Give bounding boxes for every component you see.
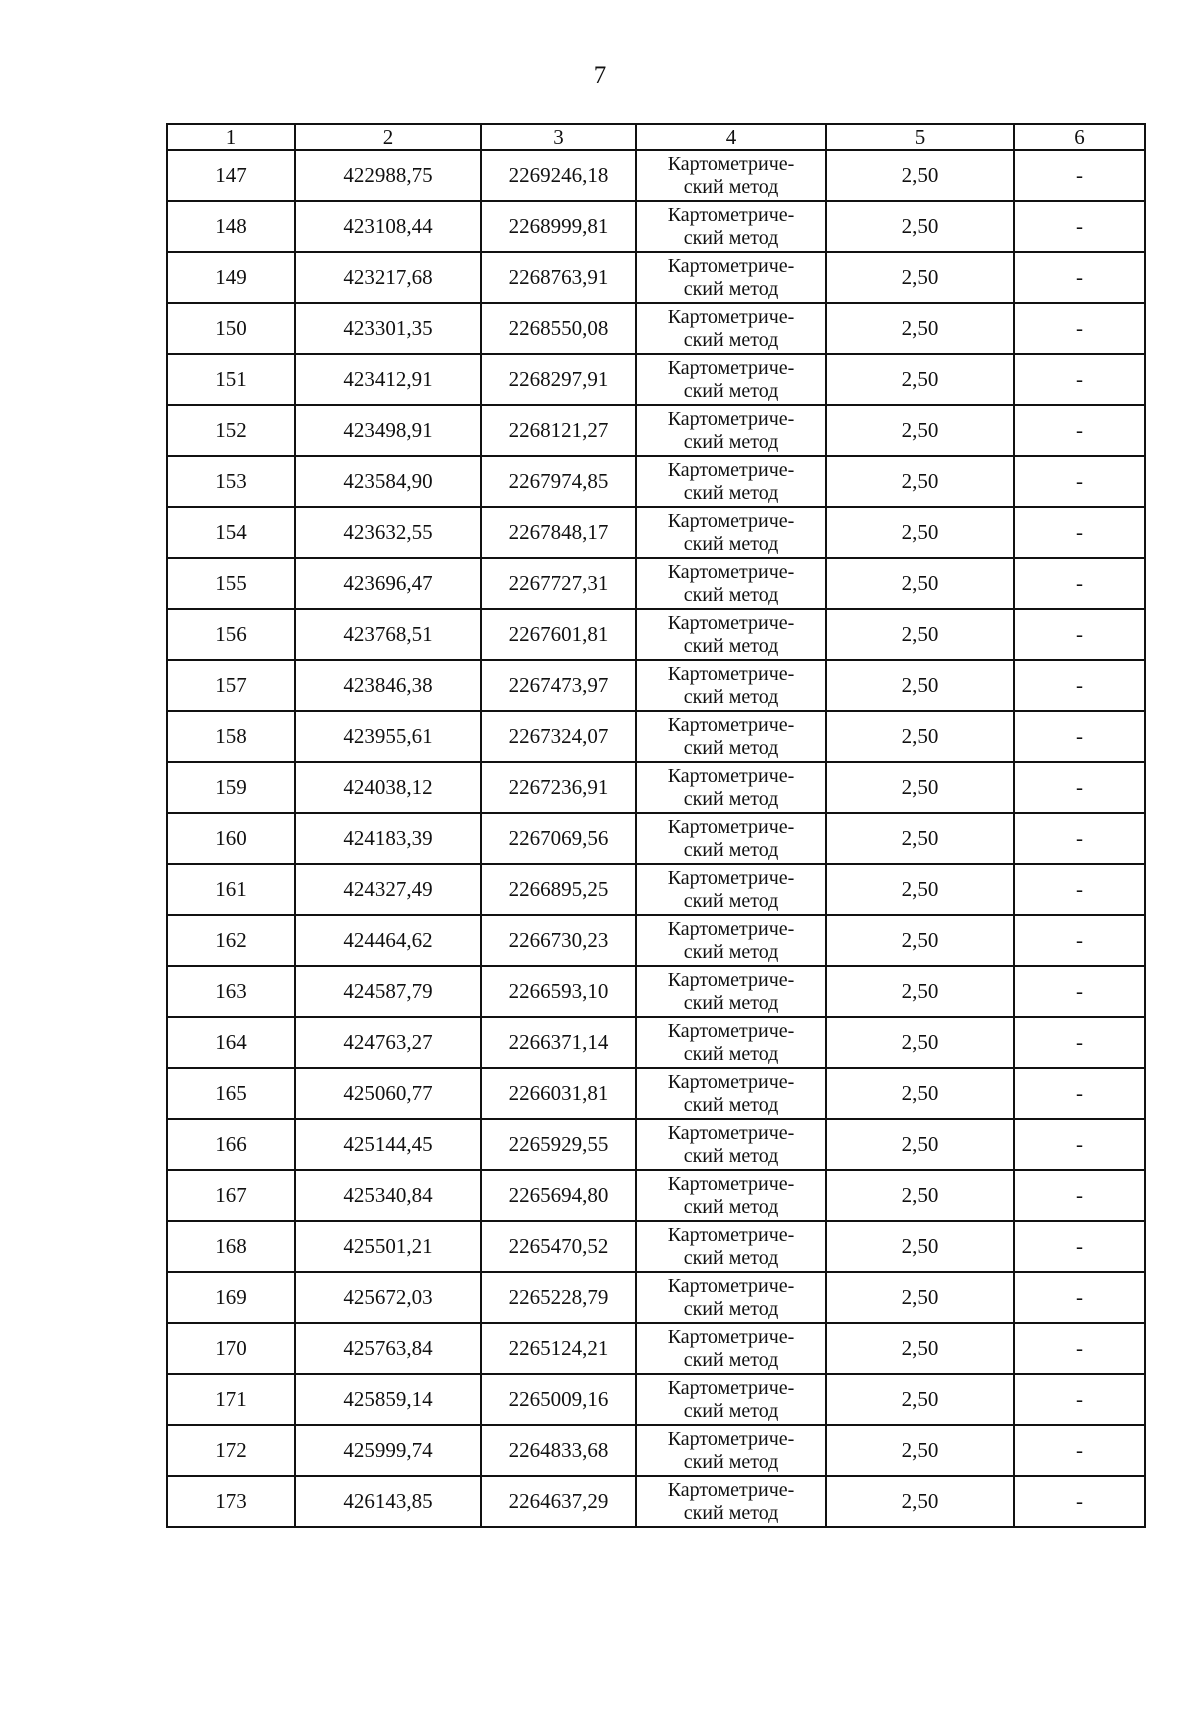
column-6-cell: -: [1014, 864, 1145, 915]
method-text-line-2: ский метод: [683, 277, 779, 300]
y-coordinate-cell: 2266593,10: [481, 966, 636, 1017]
method-text-line-2: ский метод: [683, 1297, 779, 1320]
x-coordinate-cell: 424327,49: [295, 864, 481, 915]
x-coordinate-cell: 425859,14: [295, 1374, 481, 1425]
x-coordinate-cell: 425060,77: [295, 1068, 481, 1119]
accuracy-cell: 2,50: [826, 1017, 1014, 1068]
method-cell: [636, 558, 826, 609]
point-number-cell: 147: [167, 150, 295, 201]
table-row: [167, 966, 1145, 1017]
method-text-line-2: ский метод: [683, 1501, 779, 1524]
point-number-cell: 166: [167, 1119, 295, 1170]
y-coordinate-cell: 2264833,68: [481, 1425, 636, 1476]
method-text-line-2: ский метод: [683, 889, 779, 912]
x-coordinate-cell: 423768,51: [295, 609, 481, 660]
x-coordinate-cell: 424038,12: [295, 762, 481, 813]
point-number-cell: 159: [167, 762, 295, 813]
y-coordinate-cell: 2268297,91: [481, 354, 636, 405]
column-6-cell: -: [1014, 456, 1145, 507]
column-6-cell: -: [1014, 1119, 1145, 1170]
method-cell: [636, 915, 826, 966]
x-coordinate-cell: 425340,84: [295, 1170, 481, 1221]
method-text-line-2: ский метод: [683, 940, 779, 963]
x-coordinate-cell: 423632,55: [295, 507, 481, 558]
method-text-line-2: ский метод: [683, 1093, 779, 1116]
column-6-cell: -: [1014, 762, 1145, 813]
accuracy-cell: 2,50: [826, 1221, 1014, 1272]
accuracy-cell: 2,50: [826, 660, 1014, 711]
method-text-line-2: ский метод: [683, 787, 779, 810]
method-text-line-1: Картометриче-: [667, 305, 795, 328]
y-coordinate-cell: 2267324,07: [481, 711, 636, 762]
method-cell: [636, 1017, 826, 1068]
y-coordinate-cell: 2266031,81: [481, 1068, 636, 1119]
x-coordinate-cell: 423584,90: [295, 456, 481, 507]
method-text-line-2: ский метод: [683, 532, 779, 555]
column-header-4: 4: [636, 124, 826, 150]
method-text-line-2: ский метод: [683, 1042, 779, 1065]
x-coordinate-cell: 423498,91: [295, 405, 481, 456]
method-text-line-2: ский метод: [683, 175, 779, 198]
y-coordinate-cell: 2269246,18: [481, 150, 636, 201]
method-cell: [636, 252, 826, 303]
method-text-line-1: Картометриче-: [667, 1121, 795, 1144]
table-row: [167, 1119, 1145, 1170]
y-coordinate-cell: 2265124,21: [481, 1323, 636, 1374]
method-text-line-1: Картометриче-: [667, 203, 795, 226]
y-coordinate-cell: 2265694,80: [481, 1170, 636, 1221]
table-row: [167, 813, 1145, 864]
x-coordinate-cell: 425763,84: [295, 1323, 481, 1374]
point-number-cell: 169: [167, 1272, 295, 1323]
x-coordinate-cell: 425144,45: [295, 1119, 481, 1170]
y-coordinate-cell: 2267601,81: [481, 609, 636, 660]
table-row: [167, 201, 1145, 252]
x-coordinate-cell: 425501,21: [295, 1221, 481, 1272]
accuracy-cell: 2,50: [826, 915, 1014, 966]
coordinates-table: [166, 123, 1146, 1528]
column-6-cell: -: [1014, 354, 1145, 405]
table-row: [167, 558, 1145, 609]
column-6-cell: -: [1014, 915, 1145, 966]
column-6-cell: -: [1014, 150, 1145, 201]
y-coordinate-cell: 2265009,16: [481, 1374, 636, 1425]
column-header-3: 3: [481, 124, 636, 150]
x-coordinate-cell: 423412,91: [295, 354, 481, 405]
method-text-line-1: Картометриче-: [667, 764, 795, 787]
y-coordinate-cell: 2268763,91: [481, 252, 636, 303]
method-text-line-2: ский метод: [683, 1144, 779, 1167]
y-coordinate-cell: 2265228,79: [481, 1272, 636, 1323]
table-body: [167, 150, 1145, 1527]
y-coordinate-cell: 2267473,97: [481, 660, 636, 711]
point-number-cell: 171: [167, 1374, 295, 1425]
table-row: [167, 915, 1145, 966]
method-text-line-1: Картометриче-: [667, 815, 795, 838]
point-number-cell: 168: [167, 1221, 295, 1272]
accuracy-cell: 2,50: [826, 303, 1014, 354]
table-row: [167, 1425, 1145, 1476]
method-cell: [636, 762, 826, 813]
table-row: [167, 609, 1145, 660]
table-row: [167, 762, 1145, 813]
column-6-cell: -: [1014, 1323, 1145, 1374]
method-text-line-1: Картометриче-: [667, 1070, 795, 1093]
column-6-cell: -: [1014, 303, 1145, 354]
method-cell: [636, 405, 826, 456]
y-coordinate-cell: 2265929,55: [481, 1119, 636, 1170]
accuracy-cell: 2,50: [826, 1272, 1014, 1323]
y-coordinate-cell: 2267727,31: [481, 558, 636, 609]
point-number-cell: 153: [167, 456, 295, 507]
method-cell: [636, 1170, 826, 1221]
column-6-cell: -: [1014, 1017, 1145, 1068]
x-coordinate-cell: 423301,35: [295, 303, 481, 354]
column-6-cell: -: [1014, 1221, 1145, 1272]
method-text-line-2: ский метод: [683, 583, 779, 606]
column-6-cell: -: [1014, 1374, 1145, 1425]
method-cell: [636, 354, 826, 405]
method-cell: [636, 150, 826, 201]
x-coordinate-cell: 423696,47: [295, 558, 481, 609]
point-number-cell: 167: [167, 1170, 295, 1221]
table-row: [167, 405, 1145, 456]
accuracy-cell: 2,50: [826, 864, 1014, 915]
x-coordinate-cell: 424763,27: [295, 1017, 481, 1068]
method-cell: [636, 1272, 826, 1323]
method-cell: [636, 1119, 826, 1170]
method-text-line-1: Картометриче-: [667, 968, 795, 991]
accuracy-cell: 2,50: [826, 405, 1014, 456]
accuracy-cell: 2,50: [826, 150, 1014, 201]
table-row: [167, 1476, 1145, 1527]
column-6-cell: -: [1014, 711, 1145, 762]
accuracy-cell: 2,50: [826, 1068, 1014, 1119]
point-number-cell: 149: [167, 252, 295, 303]
y-coordinate-cell: 2266895,25: [481, 864, 636, 915]
method-text-line-2: ский метод: [683, 1399, 779, 1422]
point-number-cell: 161: [167, 864, 295, 915]
method-text-line-2: ский метод: [683, 1450, 779, 1473]
method-text-line-1: Картометриче-: [667, 458, 795, 481]
method-cell: [636, 507, 826, 558]
y-coordinate-cell: 2267236,91: [481, 762, 636, 813]
x-coordinate-cell: 423108,44: [295, 201, 481, 252]
x-coordinate-cell: 425672,03: [295, 1272, 481, 1323]
point-number-cell: 150: [167, 303, 295, 354]
y-coordinate-cell: 2264637,29: [481, 1476, 636, 1527]
x-coordinate-cell: 426143,85: [295, 1476, 481, 1527]
method-text-line-1: Картометриче-: [667, 611, 795, 634]
method-text-line-1: Картометриче-: [667, 254, 795, 277]
table-row: [167, 1323, 1145, 1374]
table-row: [167, 354, 1145, 405]
method-text-line-2: ский метод: [683, 736, 779, 759]
method-text-line-2: ский метод: [683, 379, 779, 402]
method-text-line-2: ский метод: [683, 685, 779, 708]
method-text-line-1: Картометриче-: [667, 1274, 795, 1297]
x-coordinate-cell: 423846,38: [295, 660, 481, 711]
method-text-line-2: ский метод: [683, 838, 779, 861]
accuracy-cell: 2,50: [826, 507, 1014, 558]
point-number-cell: 162: [167, 915, 295, 966]
accuracy-cell: 2,50: [826, 966, 1014, 1017]
point-number-cell: 156: [167, 609, 295, 660]
method-cell: [636, 1068, 826, 1119]
y-coordinate-cell: 2267974,85: [481, 456, 636, 507]
table-row: [167, 1170, 1145, 1221]
method-text-line-1: Картометриче-: [667, 866, 795, 889]
y-coordinate-cell: 2265470,52: [481, 1221, 636, 1272]
method-cell: [636, 813, 826, 864]
point-number-cell: 154: [167, 507, 295, 558]
method-text-line-1: Картометриче-: [667, 152, 795, 175]
accuracy-cell: 2,50: [826, 1119, 1014, 1170]
table-row: [167, 711, 1145, 762]
accuracy-cell: 2,50: [826, 813, 1014, 864]
table-row: [167, 660, 1145, 711]
column-6-cell: -: [1014, 966, 1145, 1017]
method-text-line-2: ский метод: [683, 481, 779, 504]
accuracy-cell: 2,50: [826, 252, 1014, 303]
table-row: [167, 1017, 1145, 1068]
y-coordinate-cell: 2267848,17: [481, 507, 636, 558]
table-row: [167, 1221, 1145, 1272]
column-header-2: 2: [295, 124, 481, 150]
method-cell: [636, 1374, 826, 1425]
method-text-line-1: Картометриче-: [667, 1376, 795, 1399]
accuracy-cell: 2,50: [826, 354, 1014, 405]
table-row: [167, 507, 1145, 558]
method-text-line-1: Картометриче-: [667, 917, 795, 940]
point-number-cell: 164: [167, 1017, 295, 1068]
point-number-cell: 157: [167, 660, 295, 711]
method-text-line-2: ский метод: [683, 1348, 779, 1371]
method-text-line-2: ский метод: [683, 991, 779, 1014]
method-cell: [636, 1425, 826, 1476]
method-text-line-1: Картометриче-: [667, 356, 795, 379]
method-text-line-1: Картометриче-: [667, 1478, 795, 1501]
method-text-line-1: Картометриче-: [667, 407, 795, 430]
point-number-cell: 173: [167, 1476, 295, 1527]
column-header-1: 1: [167, 124, 295, 150]
method-cell: [636, 201, 826, 252]
method-cell: [636, 966, 826, 1017]
y-coordinate-cell: 2268999,81: [481, 201, 636, 252]
column-6-cell: -: [1014, 1425, 1145, 1476]
column-header-5: 5: [826, 124, 1014, 150]
method-text-line-1: Картометриче-: [667, 1427, 795, 1450]
point-number-cell: 148: [167, 201, 295, 252]
y-coordinate-cell: 2268550,08: [481, 303, 636, 354]
table-row: [167, 252, 1145, 303]
table-row: [167, 150, 1145, 201]
column-6-cell: -: [1014, 252, 1145, 303]
point-number-cell: 170: [167, 1323, 295, 1374]
table-row: [167, 864, 1145, 915]
y-coordinate-cell: 2266371,14: [481, 1017, 636, 1068]
point-number-cell: 152: [167, 405, 295, 456]
x-coordinate-cell: 424464,62: [295, 915, 481, 966]
x-coordinate-cell: 423217,68: [295, 252, 481, 303]
point-number-cell: 165: [167, 1068, 295, 1119]
method-text-line-2: ский метод: [683, 634, 779, 657]
accuracy-cell: 2,50: [826, 609, 1014, 660]
column-6-cell: -: [1014, 660, 1145, 711]
method-cell: [636, 1221, 826, 1272]
accuracy-cell: 2,50: [826, 1425, 1014, 1476]
point-number-cell: 160: [167, 813, 295, 864]
accuracy-cell: 2,50: [826, 201, 1014, 252]
page-number: 7: [593, 62, 607, 89]
method-text-line-1: Картометриче-: [667, 713, 795, 736]
accuracy-cell: 2,50: [826, 558, 1014, 609]
x-coordinate-cell: 423955,61: [295, 711, 481, 762]
method-text-line-2: ский метод: [683, 1195, 779, 1218]
method-text-line-1: Картометриче-: [667, 1172, 795, 1195]
method-cell: [636, 1323, 826, 1374]
method-text-line-1: Картометриче-: [667, 509, 795, 532]
point-number-cell: 163: [167, 966, 295, 1017]
accuracy-cell: 2,50: [826, 762, 1014, 813]
column-6-cell: -: [1014, 405, 1145, 456]
x-coordinate-cell: 424183,39: [295, 813, 481, 864]
accuracy-cell: 2,50: [826, 1323, 1014, 1374]
table-row: [167, 1068, 1145, 1119]
accuracy-cell: 2,50: [826, 456, 1014, 507]
y-coordinate-cell: 2266730,23: [481, 915, 636, 966]
accuracy-cell: 2,50: [826, 1170, 1014, 1221]
method-cell: [636, 609, 826, 660]
method-cell: [636, 864, 826, 915]
method-cell: [636, 660, 826, 711]
method-text-line-1: Картометриче-: [667, 560, 795, 583]
table-row: [167, 1272, 1145, 1323]
column-6-cell: -: [1014, 201, 1145, 252]
x-coordinate-cell: 425999,74: [295, 1425, 481, 1476]
method-cell: [636, 1476, 826, 1527]
column-6-cell: -: [1014, 1068, 1145, 1119]
method-cell: [636, 711, 826, 762]
accuracy-cell: 2,50: [826, 1374, 1014, 1425]
method-text-line-1: Картометриче-: [667, 1019, 795, 1042]
accuracy-cell: 2,50: [826, 711, 1014, 762]
column-6-cell: -: [1014, 1170, 1145, 1221]
method-text-line-2: ский метод: [683, 430, 779, 453]
method-text-line-1: Картометриче-: [667, 662, 795, 685]
method-text-line-1: Картометриче-: [667, 1223, 795, 1246]
column-header-6: 6: [1014, 124, 1145, 150]
method-text-line-1: Картометриче-: [667, 1325, 795, 1348]
table-row: [167, 303, 1145, 354]
point-number-cell: 155: [167, 558, 295, 609]
method-text-line-2: ский метод: [683, 1246, 779, 1269]
column-6-cell: -: [1014, 507, 1145, 558]
accuracy-cell: 2,50: [826, 1476, 1014, 1527]
column-6-cell: -: [1014, 558, 1145, 609]
method-text-line-2: ский метод: [683, 328, 779, 351]
column-6-cell: -: [1014, 1272, 1145, 1323]
column-6-cell: -: [1014, 1476, 1145, 1527]
column-6-cell: -: [1014, 813, 1145, 864]
y-coordinate-cell: 2268121,27: [481, 405, 636, 456]
point-number-cell: 151: [167, 354, 295, 405]
y-coordinate-cell: 2267069,56: [481, 813, 636, 864]
table-row: [167, 1374, 1145, 1425]
x-coordinate-cell: 422988,75: [295, 150, 481, 201]
method-cell: [636, 303, 826, 354]
point-number-cell: 158: [167, 711, 295, 762]
method-cell: [636, 456, 826, 507]
method-text-line-2: ский метод: [683, 226, 779, 249]
column-6-cell: -: [1014, 609, 1145, 660]
x-coordinate-cell: 424587,79: [295, 966, 481, 1017]
point-number-cell: 172: [167, 1425, 295, 1476]
table-row: [167, 456, 1145, 507]
table-header-row: [167, 124, 1145, 150]
